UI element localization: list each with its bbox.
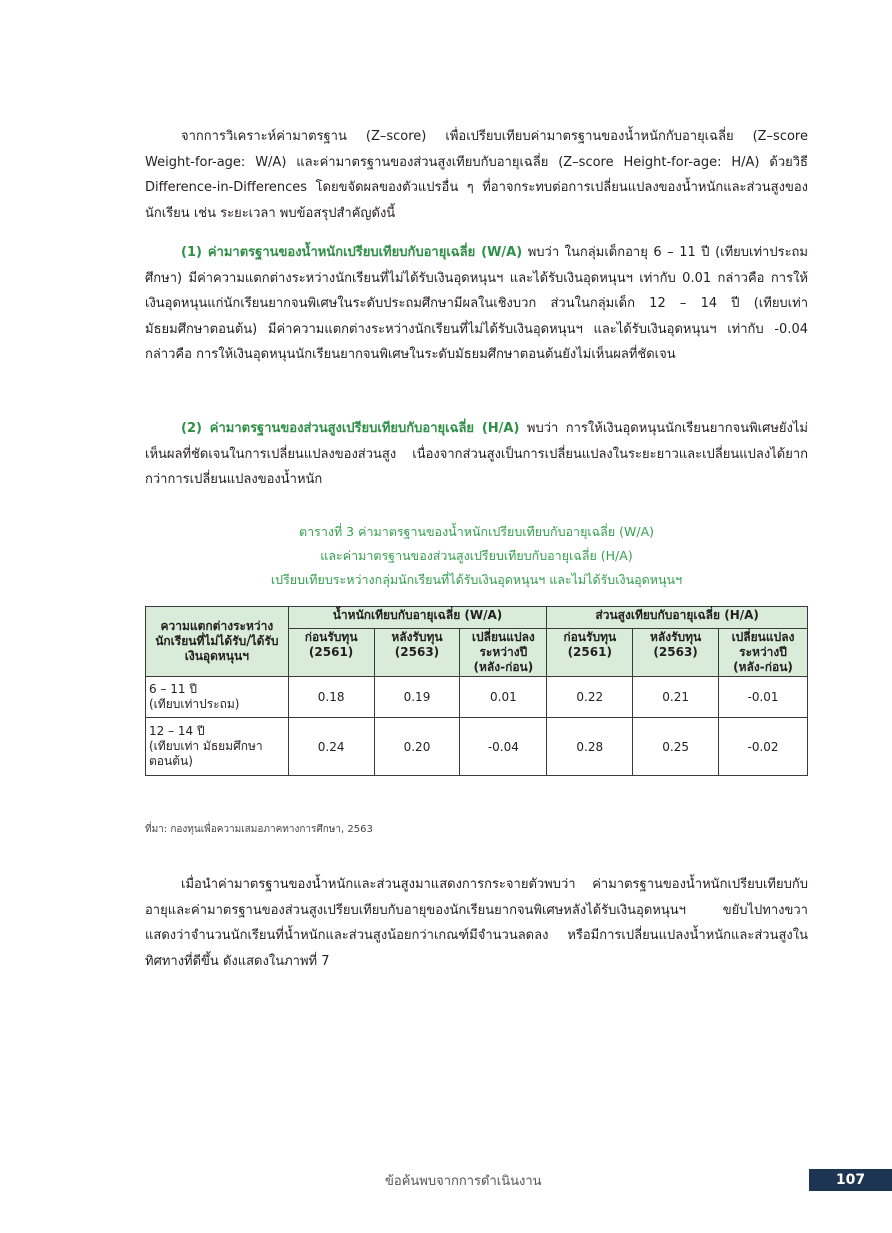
table-cell: -0.01 bbox=[719, 677, 808, 718]
wa-heading: (1) ค่ามาตรฐานของน้ำหนักเปรียบเทียบกับอายุเฉลี่ย (W/A) bbox=[181, 245, 523, 260]
subheader-ha-change: เปลี่ยนแปลงระหว่างปี (หลัง-ก่อน) bbox=[719, 629, 808, 677]
row-label-age: 6 – 11 ปี bbox=[149, 682, 197, 696]
table-caption bbox=[145, 520, 808, 592]
closing-paragraph bbox=[145, 872, 808, 974]
ha-heading: (2) ค่ามาตรฐานของส่วนสูงเปรียบเทียบกับอายุเฉลี่ย (H/A) bbox=[181, 421, 520, 436]
subheader-ha-before: ก่อนรับทุน (2561) bbox=[547, 629, 633, 677]
table-row bbox=[146, 718, 808, 776]
table-cell: 0.21 bbox=[633, 677, 719, 718]
table-cell: -0.04 bbox=[460, 718, 547, 776]
subheader-ha-after: หลังรับทุน (2563) bbox=[633, 629, 719, 677]
intro-paragraph bbox=[145, 124, 808, 226]
row-label-level: (เทียบเท่า มัธยมศึกษาตอนต้น) bbox=[149, 739, 263, 768]
page-number: 107 bbox=[809, 1169, 892, 1191]
row-label-age: 12 – 14 ปี bbox=[149, 724, 205, 738]
caption-line-3: เปรียบเทียบระหว่างกลุ่มนักเรียนที่ได้รับเงินอุดหนุนฯ และไม่ได้รับเงินอุดหนุนฯ bbox=[270, 572, 683, 587]
table-cell: 0.25 bbox=[633, 718, 719, 776]
table-cell: 0.19 bbox=[374, 677, 460, 718]
footer-section-title: ข้อค้นพบจากการดำเนินงาน bbox=[385, 1174, 542, 1189]
group-header-wa: น้ำหนักเทียบกับอายุเฉลี่ย (W/A) bbox=[288, 607, 547, 629]
ha-text: พบว่า การให้เงินอุดหนุนนักเรียนยากจนพิเศษยังไม่เห็นผลที่ชัดเจนในการเปลี่ยนแปลงของส่วนสูง เนื่องจากส่วนสูงเป็นการเปลี่ยนแปลงในระยะยาวและเปลี่ยนแปลงได้ยากกว่าการเปลี่ยนแปลงของน้ำหนัก bbox=[145, 421, 808, 488]
subheader-wa-before: ก่อนรับทุน (2561) bbox=[288, 629, 374, 677]
row-label-level: (เทียบเท่าประถม) bbox=[149, 697, 240, 711]
group-header-ha: ส่วนสูงเทียบกับอายุเฉลี่ย (H/A) bbox=[547, 607, 808, 629]
table-cell: 0.01 bbox=[460, 677, 547, 718]
row-label bbox=[146, 677, 289, 718]
zscore-table bbox=[145, 606, 808, 776]
table-cell: 0.22 bbox=[547, 677, 633, 718]
corner-header: ความแตกต่างระหว่างนักเรียนที่ไม่ได้รับ/ได้รับเงินอุดหนุนฯ bbox=[146, 607, 289, 677]
table-cell: 0.24 bbox=[288, 718, 374, 776]
caption-line-2: และค่ามาตรฐานของส่วนสูงเปรียบเทียบกับอายุเฉลี่ย (H/A) bbox=[320, 548, 633, 563]
caption-line-1: ตารางที่ 3 ค่ามาตรฐานของน้ำหนักเปรียบเทียบกับอายุเฉลี่ย (W/A) bbox=[298, 524, 655, 539]
row-label bbox=[146, 718, 289, 776]
table-row bbox=[146, 677, 808, 718]
table-cell: 0.18 bbox=[288, 677, 374, 718]
subheader-wa-after: หลังรับทุน (2563) bbox=[374, 629, 460, 677]
closing-text: เมื่อนำค่ามาตรฐานของน้ำหนักและส่วนสูงมาแสดงการกระจายตัวพบว่า ค่ามาตรฐานของน้ำหนักเปรียบเทียบกับอายุและค่ามาตรฐานของส่วนสูงเปรียบเทียบกับอายุของนักเรียนยากจนพิเศษหลังได้รับเงินอุดหนุนฯ ขยับไปทางขวา แสดงว่าจำนวนนักเรียนที่น้ำหนักและส่วนสูงน้อยกว่าเกณฑ์มีจำนวนลดลง หรือมีการเปลี่ยนแปลงน้ำหนักและส่วนสูงในทิศทางที่ดีขึ้น ดังแสดงในภาพที่ 7 bbox=[145, 877, 808, 969]
intro-text: จากการวิเคราะห์ค่ามาตรฐาน (Z–score) เพื่อเปรียบเทียบค่ามาตรฐานของน้ำหนักกับอายุเฉลี่ย (Z–score Weight-for-age: W/A) และค่ามาตรฐานของส่วนสูงเทียบกับอายุเฉลี่ย (Z–score Height-for-age: H/A) ด้วยวิธี Difference-in-Differences โดยขจัดผลของตัวแปรอื่น ๆ ที่อาจกระทบต่อการเปลี่ยนแปลงของน้ำหนักและส่วนสูงของนักเรียน เช่น ระยะเวลา พบข้อสรุปสำคัญดังนี้ bbox=[145, 129, 808, 221]
wa-finding-paragraph bbox=[145, 240, 808, 368]
source-note: ที่มา: กองทุนเพื่อความเสมอภาคทางการศึกษา, 2563 bbox=[145, 824, 373, 835]
table-cell: 0.28 bbox=[547, 718, 633, 776]
subheader-wa-change: เปลี่ยนแปลงระหว่างปี (หลัง-ก่อน) bbox=[460, 629, 547, 677]
wa-text: พบว่า ในกลุ่มเด็กอายุ 6 – 11 ปี (เทียบเท่าประถมศึกษา) มีค่าความแตกต่างระหว่างนักเรียนที่ไม่ได้รับเงินอุดหนุนฯ และได้รับเงินอุดหนุนฯ เท่ากับ 0.01 กล่าวคือ การให้เงินอุดหนุนแก่นักเรียนยากจนพิเศษในระดับประถมศึกษามีผลในเชิงบวก ส่วนในกลุ่มเด็ก 12 – 14 ปี (เทียบเท่ามัธยมศึกษาตอนต้น) มีค่าความแตกต่างระหว่างนักเรียนที่ไม่ได้รับเงินอุดหนุนฯ และได้รับเงินอุดหนุนฯ เท่ากับ -0.04 กล่าวคือ การให้เงินอุดหนุนนักเรียนยากจนพิเศษในระดับมัธยมศึกษาตอนต้นยังไม่เห็นผลที่ชัดเจน bbox=[145, 245, 808, 363]
table-cell: -0.02 bbox=[719, 718, 808, 776]
ha-finding-paragraph bbox=[145, 416, 808, 493]
table-cell: 0.20 bbox=[374, 718, 460, 776]
